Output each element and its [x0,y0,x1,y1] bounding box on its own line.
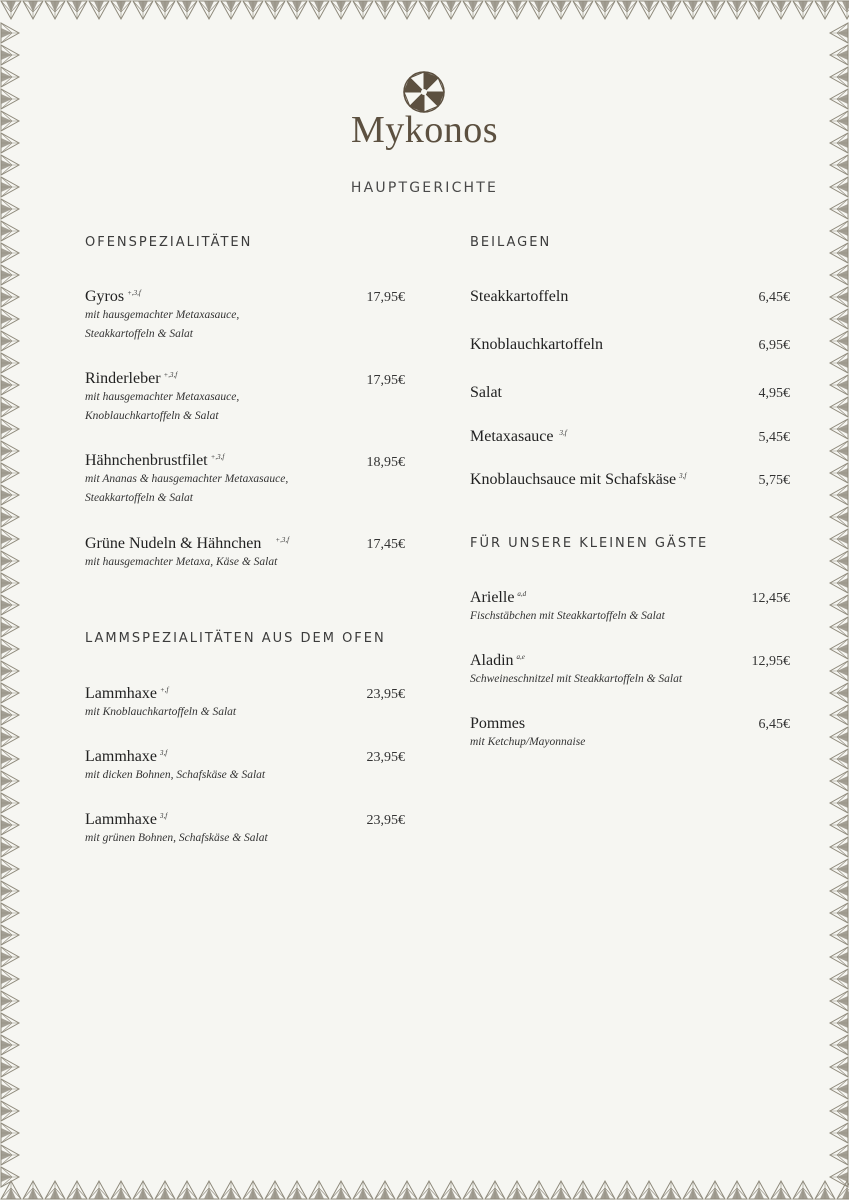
item-name: Arielle [470,589,515,606]
item-name: Knoblauchsauce mit Schafskäse [470,471,677,488]
item-description: mit hausgemachter Metaxa, Käse & Salat [85,556,278,568]
item-name: Grüne Nudeln & Hähnchen [85,535,262,552]
item-price: 6,95€ [758,338,790,353]
item-description: mit hausgemachter Metaxasauce, [85,309,240,321]
item-description: Steakkartoffeln & Salat [85,328,193,340]
item-description: mit Knoblauchkartoffeln & Salat [85,706,237,718]
item-name: Steakkartoffeln [470,288,569,305]
page-title: HAUPTGERICHTE [350,180,499,196]
allergen-note: +,3,f [163,370,178,379]
section-title-ofen: OFENSPEZIALITÄTEN [85,235,253,250]
menu-item-gyros [85,288,239,344]
item-description: Steakkartoffeln & Salat [85,492,193,504]
item-name: Aladin [470,652,514,669]
item-price: 23,95€ [366,687,405,702]
menu-item-rinderleber [85,370,239,426]
item-description: Knoblauchkartoffeln & Salat [85,410,219,422]
section-title-lamm: LAMMSPEZIALITÄTEN AUS DEM OFEN [85,631,386,646]
menu-item-salat [470,384,502,402]
menu-item-lammhaxe-3 [85,811,268,848]
item-price: 6,45€ [758,717,790,732]
item-description: Schweineschnitzel mit Steakkartoffeln & Salat [470,673,683,685]
item-name: Lammhaxe [85,748,157,765]
item-price: 18,95€ [366,455,405,470]
item-price: 17,45€ [366,537,405,552]
item-price: 5,75€ [758,473,790,488]
item-description: mit Ananas & hausgemachter Metaxasauce, [85,473,289,485]
allergen-note: 3,f [679,471,687,480]
item-price: 5,45€ [758,430,790,445]
brand-name: Mykonos [350,109,499,151]
item-name: Knoblauchkartoffeln [470,336,603,353]
item-price: 4,95€ [758,386,790,401]
item-price: 6,45€ [758,290,790,305]
item-name: Metaxasauce [470,428,554,445]
allergen-note: a,e [516,652,525,661]
item-description: mit hausgemachter Metaxasauce, [85,391,240,403]
menu-item-gruene-nudeln [85,535,289,572]
menu-item-haehnchenbrustfilet [85,452,288,508]
item-name: Salat [470,384,502,401]
item-name: Pommes [470,715,526,732]
menu-item-steakkartoffeln [470,288,568,306]
item-price: 17,95€ [366,373,405,388]
section-title-beilagen: BEILAGEN [470,235,552,250]
menu-item-lammhaxe-2 [85,748,265,785]
menu-item-knoblauchkartoffeln [470,336,603,354]
allergen-note: +,3,f [127,288,141,297]
allergen-note: +,3,f [275,535,290,544]
item-price: 12,45€ [751,591,790,606]
item-description: mit dicken Bohnen, Schafskäse & Salat [85,769,266,781]
item-name: Hähnchenbrustfilet [85,452,208,469]
item-name: Gyros [85,288,125,305]
section-title-kinder: FÜR UNSERE KLEINEN GÄSTE [470,536,709,551]
allergen-note: 3,f [159,811,168,820]
item-description: mit grünen Bohnen, Schafskäse & Salat [85,832,268,844]
allergen-note: +,3,f [210,452,225,461]
menu-item-pommes [470,715,585,752]
item-price: 23,95€ [366,813,405,828]
item-description: Fischstäbchen mit Steakkartoffeln & Salat [470,610,665,622]
menu-item-metaxasauce [470,428,567,446]
item-price: 23,95€ [366,750,405,765]
allergen-note: a,d [517,589,527,598]
menu-item-lammhaxe-1 [85,685,236,722]
menu-item-knoblauchsauce [470,471,686,489]
item-name: Rinderleber [85,370,161,387]
allergen-note: +,f [159,685,169,694]
menu-item-arielle [470,589,665,626]
item-name: Lammhaxe [85,685,157,702]
item-price: 12,95€ [751,654,790,669]
menu-item-aladin [470,652,682,689]
allergen-note: 3,f [559,428,567,437]
item-description: mit Ketchup/Mayonnaise [470,736,586,748]
allergen-note: 3,f [159,748,168,757]
item-price: 17,95€ [366,290,405,305]
item-name: Lammhaxe [85,811,157,828]
